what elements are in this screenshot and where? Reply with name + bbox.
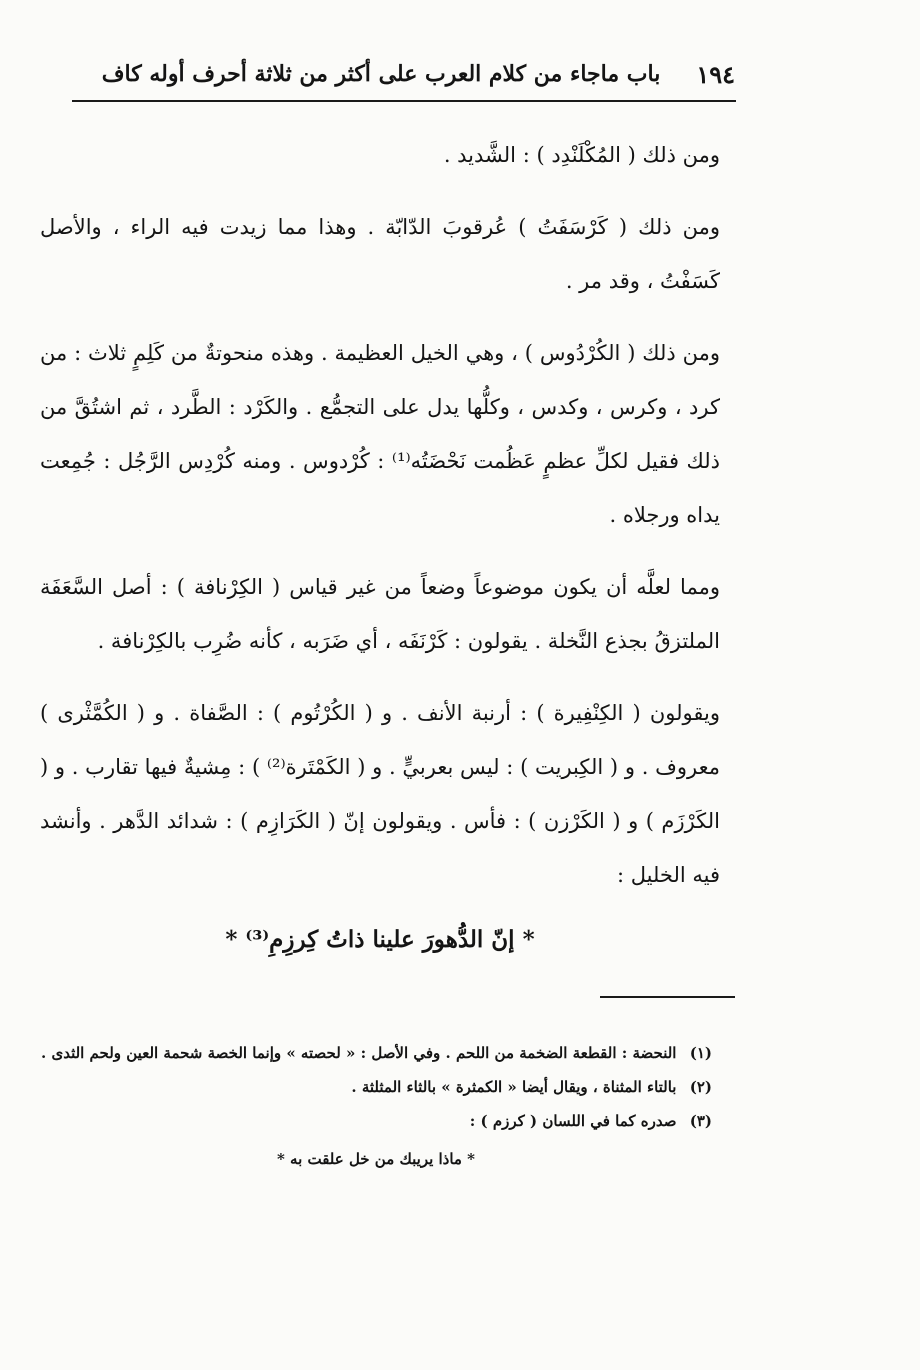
footnote-number: (٣) [689, 1112, 712, 1130]
main-text [40, 128, 720, 972]
header-rule [72, 100, 736, 102]
paragraph: ومما لعلَّه أن يكون موضوعاً وضعاً من غير قياس ( الكِرْنافة ) : أصل السَّعَفَة الملتزقُ بجذع النَّخلة . يقولون : كَرْنَفَه ، أي ضَرَبه ، كأنه ضُرِب بالكِرْنافة . [40, 575, 720, 653]
footnote-text: النحضة : القطعة الضخمة من اللحم . وفي الأصل : « لحصته » وإنما الخصة شحمة العين ولحم الثدى . [41, 1044, 677, 1062]
footnote-item [40, 1070, 712, 1104]
footnote-number: (١) [689, 1044, 712, 1062]
footnote-item [40, 1036, 712, 1070]
footnote-item [40, 1104, 712, 1138]
footnotes [40, 1036, 712, 1176]
footnote-rule [600, 996, 735, 998]
verse-line: * إنّ الدُّهورَ علينا ذاتُ كِرزِمِ⁽³⁾ * [225, 926, 535, 953]
chapter-title: باب ماجاء من كلام العرب على أكثر من ثلاثة أحرف أوله كاف [101, 61, 661, 87]
paragraph: ومن ذلك ( كَرْسَفَتُ ) عُرقوبَ الدّابّة . وهذا مما زيدت فيه الراء ، والأصل كَسَفْتُ ، وقد مر . [40, 215, 720, 293]
paragraph: ومن ذلك ( المُكْلَنْدِد ) : الشَّديد . [443, 143, 720, 167]
running-header [75, 52, 735, 96]
footnote-text: صدره كما في اللسان ( كرزم ) : [469, 1112, 677, 1130]
footnote-verse: * ماذا يريبك من خل علقت به * [276, 1150, 476, 1168]
page-number: ١٩٤ [696, 59, 735, 89]
footnote-text: بالتاء المثناة ، ويقال أيضا « الكمثرة » بالثاء المثلثة . [351, 1078, 677, 1096]
paragraph: ويقولون ( الكِنْفِيرة ) : أرنبة الأنف . و ( الكُرْتُوم ) : الصَّفاة . و ( الكُمَّثْرى ) معروف . و ( الكِبريت ) : ليس بعربيٍّ . و ( الكَمْتَرة⁽²⁾ ) : مِشيةٌ فيها تقارب . و ( الكَرْزَم ) و ( الكَرْزن ) : فأس . ويقولون إنّ ( الكَرَازِم ) : شدائد الدَّهر . وأنشد فيه الخليل : [40, 701, 720, 887]
footnote-number: (٢) [689, 1078, 712, 1096]
paragraph: ومن ذلك ( الكُرْدُوس ) ، وهي الخيل العظيمة . وهذه منحوتةٌ من كَلِمٍ ثلاث : من كرد ، وكرس ، وكدس ، وكلُّها يدل على التجمُّع . والكَرْد : الطَّرد ، ثم اشتُقَّ من ذلك فقيل لكلِّ عظمٍ عَظُمت نَحْضَتُه⁽¹⁾ : كُرْدوس . ومنه كُرْدِس الرَّجُل : جُمِعت يداه ورجلاه . [40, 341, 720, 527]
